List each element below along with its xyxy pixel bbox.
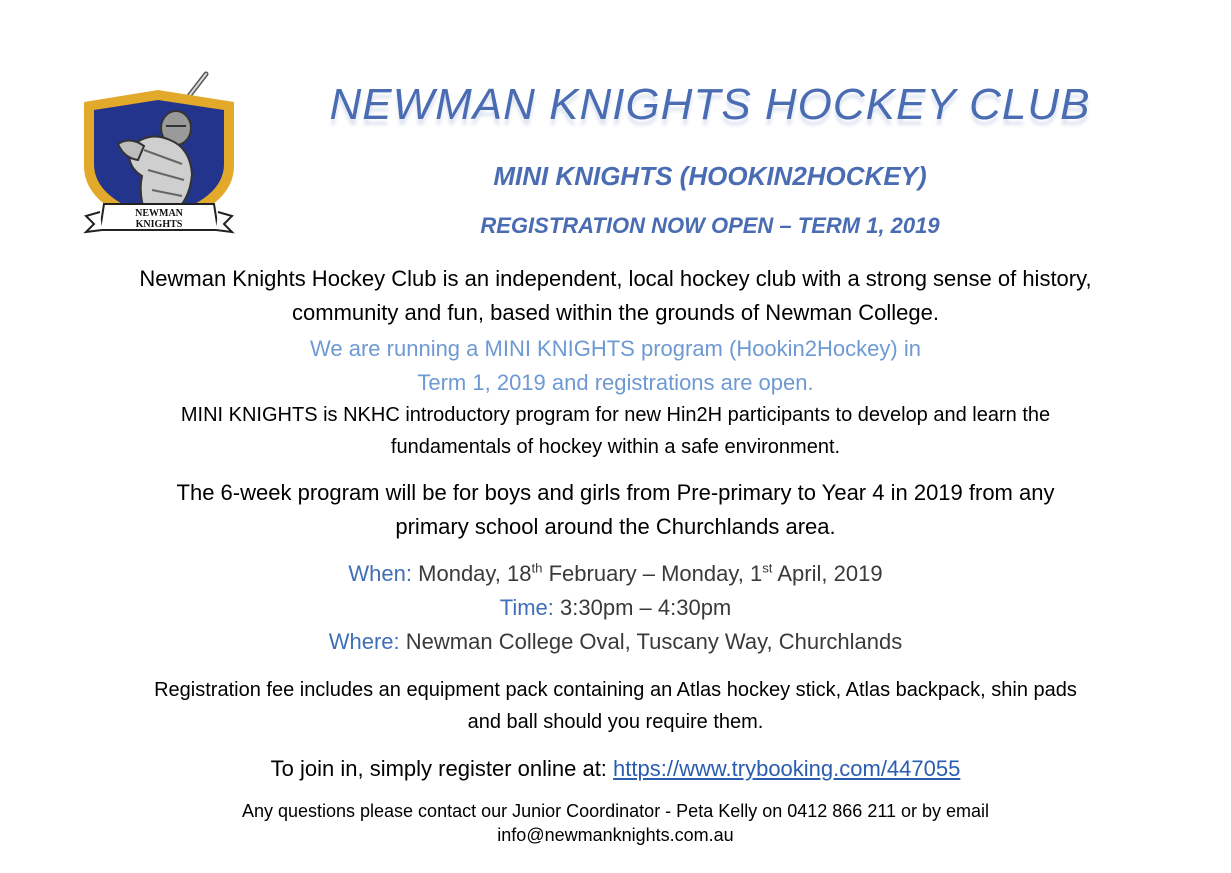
contact-email: info@newmanknights.com.au bbox=[497, 825, 734, 845]
where-value: Newman College Oval, Tuscany Way, Churchlands bbox=[405, 629, 903, 654]
knight-shield-icon bbox=[78, 70, 240, 238]
eligibility-line-1: The 6-week program will be for boys and girls from Pre-primary to Year 4 in 2019 from any bbox=[176, 480, 1055, 505]
club-logo bbox=[78, 70, 240, 238]
join-row bbox=[0, 756, 1231, 782]
time-value: 3:30pm – 4:30pm bbox=[560, 595, 732, 620]
highlight-line-1: We are running a MINI KNIGHTS program (Hookin2Hockey) in bbox=[310, 336, 921, 361]
join-text: To join in, simply register online at: bbox=[270, 756, 607, 781]
intro-line-2: community and fun, based within the grounds of Newman College. bbox=[292, 300, 939, 325]
where-row bbox=[0, 629, 1231, 655]
registration-link[interactable]: https://www.trybooking.com/447055 bbox=[613, 756, 961, 781]
contact-line-1: Any questions please contact our Junior Coordinator - Peta Kelly on 0412 866 211 or by email bbox=[241, 801, 990, 821]
svg-text:NEWMAN: NEWMAN bbox=[135, 208, 183, 219]
time-row bbox=[0, 595, 1231, 621]
when-label: When: bbox=[348, 561, 413, 586]
highlight-line-2: Term 1, 2019 and registrations are open. bbox=[417, 370, 814, 395]
when-value: Monday, 18th February – Monday, 1st April, 2019 bbox=[418, 560, 883, 586]
fee-line-1: Registration fee includes an equipment pack containing an Atlas hockey stick, Atlas backpack, shin pads bbox=[154, 679, 1077, 701]
program-desc-line-1: MINI KNIGHTS is NKHC introductory program for new Hin2H participants to develop and learn the bbox=[180, 404, 1051, 426]
program-title: MINI KNIGHTS (HOOKIN2HOCKEY) bbox=[493, 161, 927, 191]
where-label: Where: bbox=[328, 629, 400, 654]
svg-text:KNIGHTS: KNIGHTS bbox=[135, 219, 183, 230]
registration-heading: REGISTRATION NOW OPEN – TERM 1, 2019 bbox=[480, 213, 940, 238]
when-row bbox=[0, 561, 1231, 587]
intro-line-1: Newman Knights Hockey Club is an independent, local hockey club with a strong sense of history, bbox=[139, 266, 1092, 291]
time-label: Time: bbox=[499, 595, 554, 620]
club-title: NEWMAN KNIGHTS HOCKEY CLUB bbox=[329, 80, 1091, 129]
eligibility-line-2: primary school around the Churchlands area. bbox=[395, 514, 836, 539]
program-desc-line-2: fundamentals of hockey within a safe environment. bbox=[390, 436, 841, 458]
fee-line-2: and ball should you require them. bbox=[467, 711, 764, 733]
